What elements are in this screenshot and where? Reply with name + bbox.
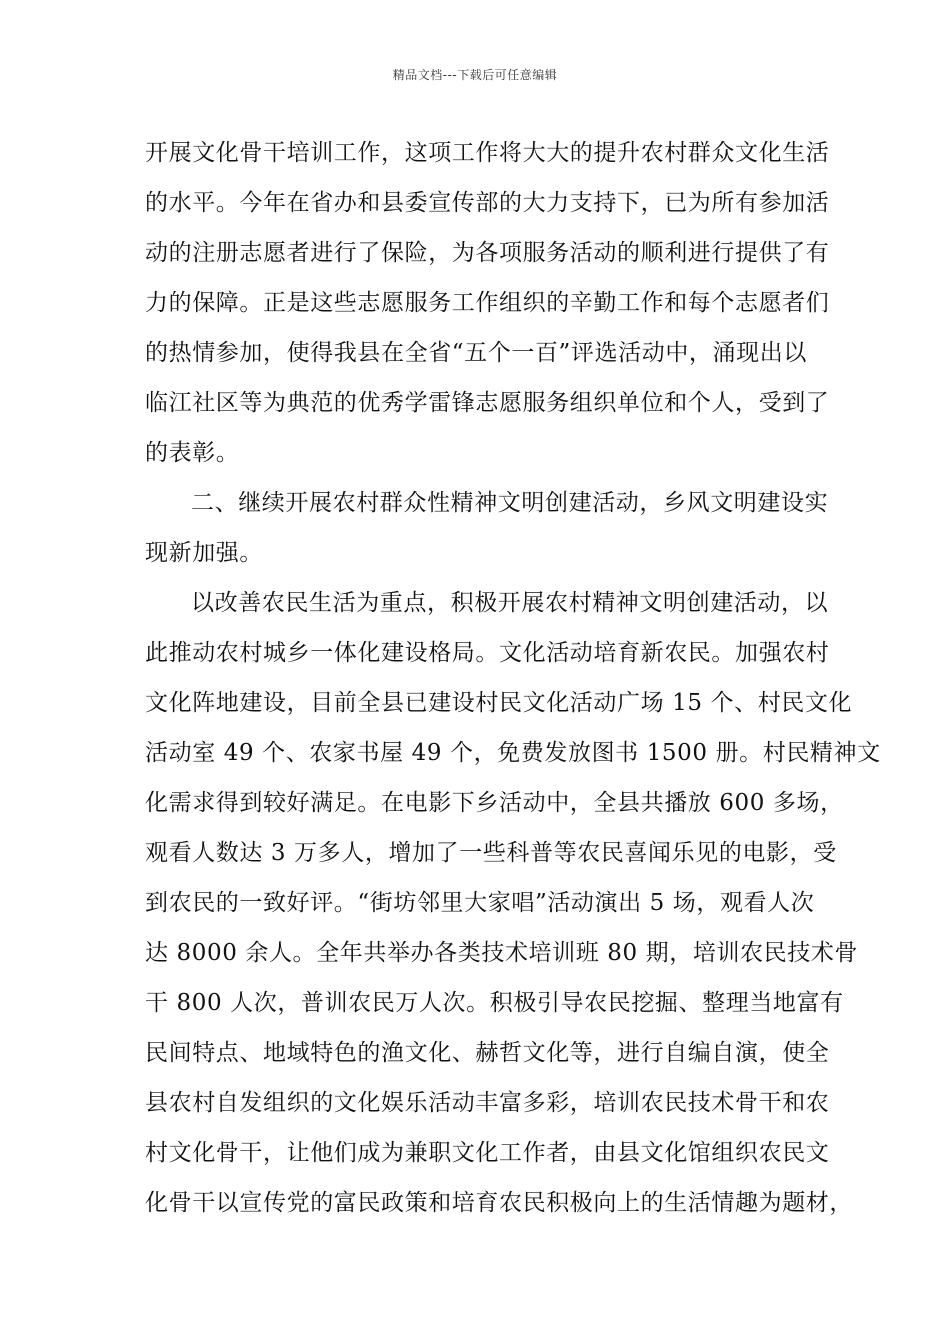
- text-line: 县农村自发组织的文化娱乐活动丰富多彩，培训农民技术骨干和农: [145, 1090, 830, 1116]
- text-line: 化需求得到较好满足。在电影下乡活动中，全县共播放 600 多场，: [145, 790, 844, 816]
- document-body: [145, 128, 881, 1228]
- text-line: 活动室 49 个、农家书屋 49 个，免费发放图书 1500 册。村民精神文: [145, 740, 881, 766]
- text-line: 观看人数达 3 万多人，增加了一些科普等农民喜闻乐见的电影，受: [145, 840, 837, 866]
- text-line: 到农民的一致好评。“街坊邻里大家唱”活动演出 5 场，观看人次: [145, 890, 815, 916]
- text-line: 民间特点、地域特色的渔文化、赫哲文化等，进行自编自演，使全: [145, 1040, 830, 1066]
- text-line: 达 8000 余人。全年共举办各类技术培训班 80 期，培训农民技术骨: [145, 940, 859, 966]
- text-line: 临江社区等为典范的优秀学雷锋志愿服务组织单位和个人，受到了: [145, 390, 830, 416]
- text-line: 此推动农村城乡一体化建设格局。文化活动培育新农民。加强农村: [145, 640, 830, 666]
- text-line: 力的保障。正是这些志愿服务工作组织的辛勤工作和每个志愿者们: [145, 290, 830, 316]
- text-line: 开展文化骨干培训工作，这项工作将大大的提升农村群众文化生活: [145, 140, 830, 166]
- text-line: 动的注册志愿者进行了保险，为各项服务活动的顺利进行提供了有: [145, 240, 830, 266]
- text-line: 以改善农民生活为重点，积极开展农村精神文明创建活动，以: [191, 590, 829, 616]
- text-line: 文化阵地建设，目前全县已建设村民文化活动广场 15 个、村民文化: [145, 690, 853, 716]
- text-line: 的热情参加，使得我县在全省“五个一百”评选活动中，涌现出以: [145, 340, 807, 366]
- text-line: 村文化骨干，让他们成为兼职文化工作者，由县文化馆组织农民文: [145, 1140, 830, 1166]
- section-heading-line: 现新加强。: [145, 540, 263, 566]
- page-header: 精品文档---下载后可任意编辑: [392, 68, 558, 82]
- text-line: 化骨干以宣传党的富民政策和培育农民积极向上的生活情趣为题材，: [145, 1190, 853, 1216]
- section-heading-line: 二、继续开展农村群众性精神文明创建活动，乡风文明建设实: [191, 490, 829, 516]
- text-line: 的水平。今年在省办和县委宣传部的大力支持下，已为所有参加活: [145, 190, 830, 216]
- text-line: 的表彰。: [145, 440, 240, 466]
- text-line: 干 800 人次，普训农民万人次。积极引导农民挖掘、整理当地富有: [145, 990, 844, 1016]
